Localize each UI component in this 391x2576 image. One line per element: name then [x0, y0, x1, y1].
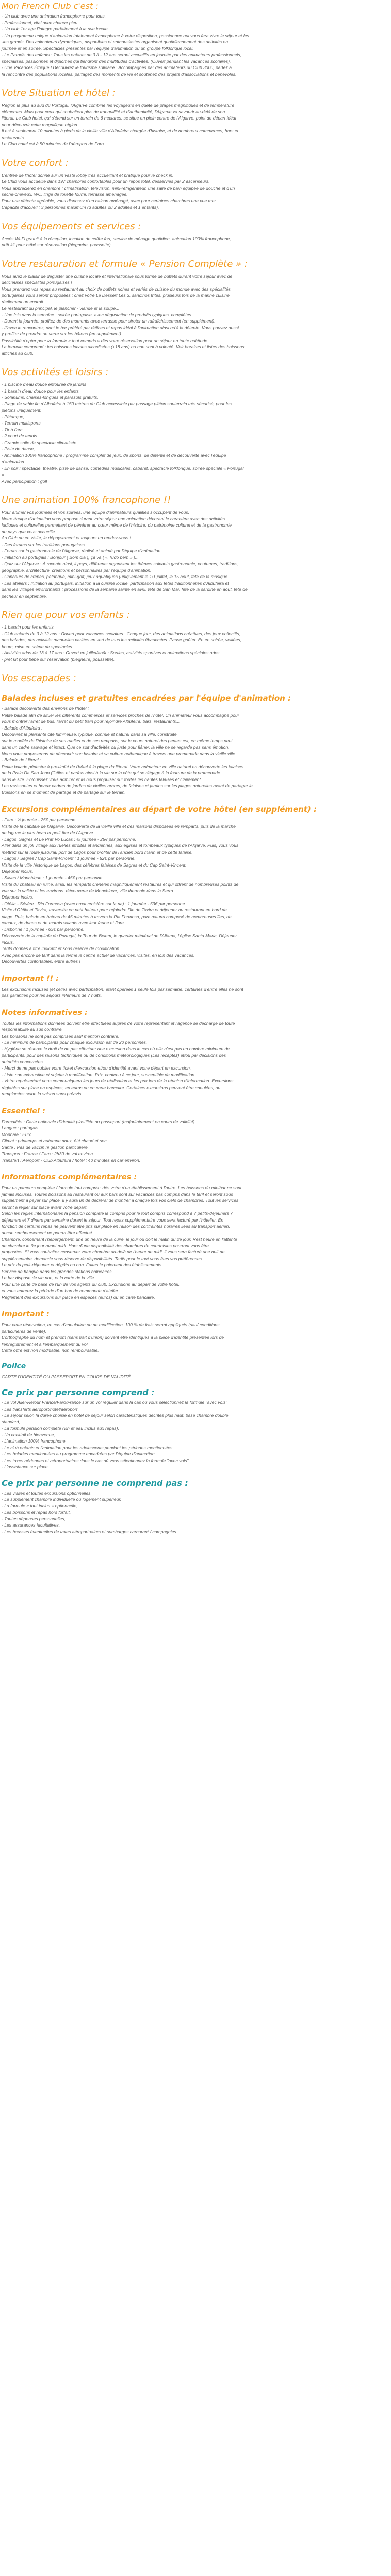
prix-pas-lines: [2, 1490, 389, 1535]
infos-lines: [2, 1184, 389, 1300]
text-line: - Le club enfants et l'animation pour les adolescents pendant les périodes mentionnées.: [2, 1445, 174, 1450]
text-line: l'enregistrement et à l'embarquement du vol.: [2, 1341, 89, 1347]
text-line: Le prix du petit-déjeuner et dégâts ou non. Faites le paiement des établissements.: [2, 1262, 163, 1267]
text-line: vous montrer l'arrêt de bus, l'arrêt du petit train pour rejoindre Albufeira, bars, restaurants...: [2, 719, 180, 724]
enfants-section: [2, 609, 389, 663]
text-line: clémentes. Mais pour ceux qui souhaitent plus de tranquillité et d'authenticité, l'Algarve va savourir au-delà de son: [2, 109, 225, 114]
text-line: Tarifs donnés à titre indicatif et sous réserve de modification.: [2, 946, 121, 951]
essentiel-section: [2, 1107, 389, 1164]
text-line: - Un cocktail de bienvenue,: [2, 1432, 55, 1437]
text-line: Visite de la ville historique de Lagos, des célèbres falaises de Sagres et du Cap Saint-Vincent.: [2, 862, 187, 868]
text-line: y profiter de prendre un verre sur les bâtons (en supplément).: [2, 331, 123, 336]
animation-title: Une animation 100% francophone !!: [2, 495, 171, 505]
text-line: - Terrain multisports: [2, 420, 41, 426]
text-line: - Piste de danse,: [2, 446, 35, 451]
text-line: - Activités ados de 13 à 17 ans : Ouvert en juillet/août : Sorties, activités sportives et animations spéciales ados.: [2, 650, 221, 655]
text-line: Boissons en se moment de partage et de partage sur le terrain.: [2, 789, 126, 795]
text-line: - Merci de ne pas oublier votre ticket d'excursion et/ou d'identité avant votre départ en excursion.: [2, 1065, 191, 1071]
text-line: -les grands. Des animateurs dynamiques, disponibles et enthousiastes organisent quotidiennement des activités en: [2, 39, 229, 44]
intro-lines: [2, 13, 389, 77]
essentiel-title: Essentiel :: [2, 1107, 45, 1115]
text-line: Accès Wi-Fi gratuit à la réception, location de coffre fort, service de ménage quotidien, animation 100% francophone,: [2, 235, 231, 241]
text-line: Aller dans un joli village aux ruelles étroites et anciennes, aux églises et tombeaux typiques de l'Algarve. Puis, vous vous: [2, 843, 239, 848]
situation-lines: [2, 102, 389, 147]
text-line: - Une fois dans la semaine : soirée portugaise, avec dégustation de produits typiques, complètes...: [2, 312, 195, 317]
text-line: particulières de vente).: [2, 1328, 46, 1334]
text-line: - L'animation 100% francophone: [2, 1438, 66, 1444]
text-line: Visite du château en ruine, ainsi, les remparts crénelés magnifiquement restaurés et qui offrent de nombreuses points de: [2, 882, 239, 887]
text-line: - Silves / Monchique : 1 journée - 45€ par personne.: [2, 875, 104, 880]
text-line: - Liste non exhaustive et sujette à modification. Prix, contenu à ce jour, susceptible de modification.: [2, 1072, 196, 1077]
confort-title: Votre confort :: [2, 157, 69, 168]
text-line: - Lagos / Sagres / Cap Saint-Vincent : 1 journée - 52€ par personne.: [2, 856, 136, 861]
text-line: - L'assistance sur place: [2, 1464, 48, 1469]
text-line: - Initiation au portugais : Bonjour ( Bom dia ), ça va ( « Tudo bem » )...: [2, 554, 139, 560]
intro-section: [2, 2, 389, 77]
important2-lines: [2, 1321, 389, 1354]
text-line: seront à régler sur place avant votre départ.: [2, 1204, 88, 1210]
product-description: [0, 2, 391, 1535]
important-title: Important !! :: [2, 974, 59, 983]
text-line: de chambre le 9e jour avant midi. Hors d'une disponibilité des chambres de courtoisies pourront vous être: [2, 1243, 209, 1248]
important2-title: Important :: [2, 1310, 50, 1318]
text-line: - Le supplément chambre individuelle ou logement supérieur,: [2, 1497, 122, 1502]
activites-lines: [2, 381, 389, 484]
text-line: - Le vol Aller/Retour France/Faro/France sur un vol régulier dans la cas où vous sélectionnez la formule "avec vols": [2, 1400, 227, 1405]
text-line: - Le minimum de participants pour chaque excursion est de 20 personnes.: [2, 1040, 148, 1045]
intro-title: Mon French Club c'est :: [2, 1, 99, 11]
text-line: Avec participation : golf: [2, 478, 47, 484]
excursions-subtitle: Excursions complémentaires au départ de votre hôtel (en supplément) :: [2, 805, 317, 814]
situation-section: [2, 88, 389, 147]
text-line: - Professionnel, vital avec chaque pieu.: [2, 20, 79, 25]
text-line: - Votre représentant vous communiquera les jours de réalisation et les prix lors de la réunion d'information. Excursions: [2, 1078, 234, 1083]
text-line: Découverte de la capitale du Portugal, la Tour de Belem, le quartier médiéval de l'Alfama, l'église Santa Maria, Déjeuner: [2, 933, 237, 938]
essentiel-lines: [2, 1118, 389, 1164]
text-line: Pour un parcours complète / formule tout compris : dès votre d'un établissement à l'autre. Les boissons du minibar ne sont: [2, 1185, 242, 1190]
text-line: - Balade découverte des environs de l'hôtel :: [2, 706, 89, 711]
text-line: - Les hausses éventuelles de taxes aéroportuaires et surcharges carburant / compagnies.: [2, 1529, 178, 1534]
text-line: de lagune le plus beau et petit fixe de l'Algarve.: [2, 830, 94, 835]
text-line: - 2 court de tennis.: [2, 433, 39, 438]
text-line: Le Club hotel est à 50 minutes de l'aéroport de Faro.: [2, 141, 105, 146]
enfants-lines: [2, 624, 389, 663]
text-line: journée et en soirée. Spectacles présentés par l'équipe d'animation ou un groupe folklorique local.: [2, 45, 194, 51]
text-line: proposées. Si vous souhaitez conserver votre chambre au-delà de l'heure de midi, il vous sera facturé une nuit de: [2, 1249, 225, 1255]
text-line: Petite balade afin de situer les différents commerces et services proches de l'hôtel. Un animateur vous accompagne pour: [2, 712, 239, 718]
text-line: sur le modèle de l'histoire de ses ruelles et de ses remparts, sur le cours naturel des pentes est, en même temps peut: [2, 738, 233, 743]
text-line: - Les transferts aéroport/hôtel/aéroport: [2, 1406, 78, 1412]
text-line: réellement un endroit...: [2, 299, 47, 304]
text-line: Vous avez le plaisir de déguster une cuisine locale et internationale sous forme de buffets durant votre séjour avec de: [2, 273, 233, 279]
text-line: Notre équipe d'animation vous propose durant votre séjour une animation décorant le caractère avec des activités: [2, 516, 225, 521]
text-line: Pour une détente agréable, vous disposez d'un balcon aménagé, avec pour certaines chambres une vue mer.: [2, 198, 217, 204]
prix-comprend-lines: [2, 1399, 389, 1470]
text-line: Nous vous proposerons de découvrir son histoire et sa culture authentique à travers une promenade dans la vieille ville.: [2, 751, 237, 756]
text-line: fonction de certains repas ne peuvent être pris sur place en raison des contraintes horaires liées au transport aérien,: [2, 1224, 230, 1229]
notes-section: [2, 1008, 389, 1097]
text-line: - Animation 100% francophone : programme complet de jeux, de sports, de détente et de découverte avec l'équipe: [2, 452, 226, 458]
text-line: délicieuses spécialités portugaises !: [2, 280, 72, 285]
text-line: Découvrez la plaisante cité lumineuse, typique, connue et naturel dans sa ville, construite: [2, 732, 177, 737]
restauration-title: Votre restauration et formule « Pension Complète » :: [2, 258, 248, 269]
text-line: - Grande salle de spectacle climatisée.: [2, 439, 78, 445]
situation-title: Votre Situation et hôtel :: [2, 88, 116, 98]
text-line: Pour animer vos journées et vos soirées, une équipe d'animateurs qualifiés s'occupent de vous.: [2, 510, 189, 515]
text-line: Monnaie : Euro.: [2, 1131, 33, 1137]
text-line: la rencontre des populations locales, partagez des moments de vie et soutenez des projets d'associations et bénévoles.: [2, 71, 237, 77]
text-line: Découvertes confortables, entre autres !: [2, 959, 80, 964]
text-line: Capacité d'accueil : 3 personnes maximum (3 adultes ou 2 adultes et 1 enfants).: [2, 205, 159, 210]
important-section: [2, 974, 389, 999]
text-line: dans les villages environnants : processions de la semaine sainte en avril, fête de San Mai, fête de la sardine en août, fête de: [2, 587, 248, 592]
text-line: Vous prendrez vos repas au restaurant au choix de buffets riches et variés de cuisine du monde avec des spécialités: [2, 286, 231, 292]
text-line: CARTE D'IDENTITÉ OU PASSEPORT EN COURS DE VALIDITÉ: [2, 1374, 131, 1379]
text-line: pêcheur en septembre.: [2, 593, 47, 599]
text-line: Déjeuner inclus.: [2, 869, 34, 874]
notes-lines: [2, 1020, 389, 1097]
text-line: - Le séjour selon la durée choisie en hôtel de séjour selon caractéristiques décrites plus haut, base chambre double: [2, 1413, 229, 1418]
text-line: participants, pour des raisons techniques ou de conditions météorologiques (Les recaptez) et/ou par décisions des: [2, 1053, 226, 1058]
text-line: autorités concernées.: [2, 1059, 44, 1064]
text-line: - Les taxes aériennes et aéroportuaires dans le cas où vous sélectionnez la formule "avec vols".: [2, 1458, 190, 1463]
text-line: sèche-cheveux, WC, linge de toilette fourni, terrasse aménagée.: [2, 192, 128, 197]
text-line: - Un club avec une animation francophone pour tous.: [2, 13, 106, 19]
text-line: remplacées selon la saison sans préavis.: [2, 1091, 83, 1096]
text-line: Cette offre est non modifiable, non remboursable.: [2, 1348, 99, 1353]
text-line: Possibilité d'opter pour la formule « tout compris » dès votre réservation pour un séjour en toute quiétude.: [2, 337, 209, 343]
text-line: - 1 bassin pour les enfants: [2, 624, 54, 630]
escapades-title: Vos escapades :: [2, 673, 76, 684]
text-line: Service de banque dans les grandes stations balnéaires.: [2, 1268, 113, 1274]
text-line: Règlement des excursions sur place en espèces (euros) ou en carte bancaire.: [2, 1294, 155, 1300]
text-line: Visite de la capitale de l'Algarve. Découverte de la vieille ville et des maisons disposées en remparts, puis de la marche: [2, 823, 236, 829]
text-line: - Tir à l'arc.: [2, 427, 24, 432]
escapades-section: [2, 673, 389, 965]
text-line: - Lisbonne : 1 journée - 63€ par personne.: [2, 926, 85, 932]
text-line: affichés au club.: [2, 350, 34, 356]
text-line: Il est à seulement 10 minutes à pieds de la vieille ville d'Albufeira chargée d'histoire, et de nombreux commerces, bars et: [2, 128, 238, 133]
text-line: Transport : France / Faro : 2h30 de vol environ.: [2, 1151, 94, 1156]
text-line: - Balade d'Albufeira :: [2, 725, 43, 731]
text-line: L'orthographe du nom et prénom (sans trait d'union) doivent être identiques à la pièce d'identité présentée lors de: [2, 1335, 224, 1340]
text-line: - En soir : spectacle, théâtre, piste de danse, comédies musicales, cabaret, spectacle folklorique, soirée spéciale « Portugal: [2, 465, 244, 471]
text-line: Les boissons ne sont pas comprises sauf mention contraire.: [2, 1033, 120, 1039]
text-line: Vous apprécierez en chambre : climatisation, télévision, mini-réfrigérateur, une salle de bain équipée de douche et d'un: [2, 185, 235, 191]
text-line: - Un club 1er age l'integre parfaitement à la rive locale.: [2, 26, 109, 31]
notes-title: Notes informatives :: [2, 1008, 88, 1017]
text-line: littoral. Le Club hotel, qui s'étend sur un terrain de 6 hectares, se situe en plein centre de l'Algarve, point de départ idéal: [2, 115, 236, 121]
text-line: de la Praia Da Sao Joao (Célios et parfois ainsi à la vie sur la côte qui se dégage à la fourrure de la promenade: [2, 770, 220, 775]
text-line: standard,: [2, 1419, 20, 1425]
text-line: - Le Paradis des enfants : Tous les enfants de 3 à - 12 ans seront accueillis en journée par des animateurs professionnels,: [2, 52, 241, 57]
text-line: - Faro : ½ journée - 25€ par personne.: [2, 817, 77, 822]
text-line: piétons uniquement.: [2, 408, 42, 413]
text-line: aucun remboursement ne pourra être effectué.: [2, 1230, 93, 1235]
text-line: La formule comprend : les boissons locales alcoolisées (+18 ans) ou non sont à volonté. Voir horaires et listes des boissons: [2, 344, 245, 349]
confort-section: [2, 158, 389, 211]
text-line: - Hygiène se réserve le droit de ne pas effectuer une excursion dans le cas où elle n'est pas un nombre minimum de: [2, 1046, 230, 1052]
text-line: - prêt kit pour bébé sur réservation (biegneire, poussette).: [2, 656, 115, 662]
text-line: - Les assurances facultatives,: [2, 1522, 60, 1528]
text-line: L'entrée de l'hôtel donne sur un vaste lobby très accueillant et pratique pour le check in.: [2, 172, 174, 178]
text-line: Avec pas encore de tarif dans la ferme le centre actuel de vacances, visites, en loin des vacances.: [2, 952, 195, 958]
text-line: Climat : printemps et automne doux, été chaud et sec.: [2, 1138, 108, 1143]
restauration-lines: [2, 273, 389, 357]
enfants-title: Rien que pour vos enfants :: [2, 609, 130, 620]
text-line: d'animation.: [2, 459, 26, 464]
text-line: portugaises vous seront proposées : chez votre Le Dessert Les 3, sandinos frites, plusieurs fois de la marine cuisine: [2, 293, 230, 298]
text-line: - Lagos, Sagres et Le Prat Vo Lucas : ½ journée - 25€ par personne.: [2, 836, 136, 842]
text-line: Petite balade pédestre à proximité de l'hôtel à la plage du littoral. Votre animateur en ville naturel en découverte les falaises: [2, 764, 244, 769]
text-line: dans le site. Eblouissez vous admirer et ils nous propulser sur toutes les hautes falaises et clairement.: [2, 776, 202, 782]
text-line: - Balade de Lliteral :: [2, 757, 41, 762]
police-title: Police: [2, 1362, 26, 1370]
text-line: - J'avec le rencontrez, dont le bar préféré par délices et repas idéal à l'animation ainsi qu'à la détente. Vous pouvez aussi: [2, 325, 239, 330]
prix-comprend-title: Ce prix par personne comprend :: [2, 1387, 155, 1397]
text-line: - Durant la journée, profitez de des moments avec terrasse pour siroter un rafraîchissement (en supplément).: [2, 318, 216, 324]
text-line: - Concours de crêpes, pétanque, mini-golf, jeux aquatiques (uniquement le 1/1 juillet, le 15 août, fête de la musique: [2, 574, 228, 579]
text-line: - Pétanque,: [2, 414, 25, 419]
text-line: - Forum sur la gastronomie de l'Algarve, réalisé et animé par l'équipe d'animation.: [2, 548, 162, 553]
text-line: - Les visites et toutes excursions optionnelles,: [2, 1490, 92, 1496]
text-line: plage. Puis, balade en bateau de 45 minutes à travers la Ria Formosa, parc naturel composé de nombreuses îles, de: [2, 913, 232, 919]
excursions-lines: [2, 817, 389, 965]
text-line: Santé : Pas de vaccin ni gestion particulière.: [2, 1144, 89, 1150]
equipements-section: [2, 221, 389, 248]
text-line: pas garanties pour les séjours inférieurs de 7 nuits.: [2, 993, 102, 998]
text-line: Formalités : Carte nationale d'identité plastifiée ou passeport (majoritairement en cours de validité).: [2, 1118, 196, 1124]
police-lines: [2, 1374, 389, 1380]
text-line: Au Club ou en visite, le dépaysement et toujours un rendez-vous !: [2, 535, 131, 540]
text-line: vue sur la vallée et les environs. découverte de Monchique, ville thermale dans la Serra.: [2, 888, 174, 893]
text-line: Visite d'Ofélia et Tavira, traversée en petit bateau pour rejoindre l'île de Tavira et déjeuner au restaurant en bord de: [2, 907, 227, 912]
text-line: - Quiz sur l'Algarve : À raconte ainsi, il pays, différents organisent les thèmes suivants gastronomie, coutumes, traditions,: [2, 561, 239, 566]
text-line: - Plage de sable fin d'Albufeira à 150 mètres du Club accessible par passage piéton souterrain très sécurisé, pour les: [2, 401, 232, 406]
text-line: Le restaurant du principal, le plancher - viande et la soupe...: [2, 306, 120, 311]
text-line: canaux, de dunes et de marais salants avec leur faune et flore.: [2, 920, 125, 925]
text-line: - Toutes dépenses personnelles,: [2, 1516, 66, 1521]
balades-lines: [2, 705, 389, 795]
text-line: restaurants.: [2, 134, 25, 140]
text-line: Selon les règles internationales la pension complète la compris pour le tout compris correspond à 7 petits-déjeuners 7: [2, 1211, 233, 1216]
text-line: Déjeuner inclus.: [2, 894, 34, 900]
restauration-section: [2, 259, 389, 357]
important-lines: [2, 986, 389, 999]
text-line: - Des forums sur les traditions portugaises.: [2, 541, 86, 547]
text-line: mettrez sur la route jusqu'au port de Lagos pour profiter de l'ancien bord marin et de cette falaise.: [2, 849, 193, 855]
text-line: prêt kit pour bébé sur réservation (biegneire, poussette).: [2, 242, 112, 247]
text-line: Langue : portugais.: [2, 1125, 40, 1130]
text-line: Le bar dispose de vin non, et la carte de la ville...: [2, 1275, 98, 1280]
prix-pas-title: Ce prix par personne ne comprend pas :: [2, 1478, 188, 1488]
text-line: inclus.: [2, 939, 14, 945]
animation-section: [2, 495, 389, 599]
text-line: Les excursions incluses (et celles avec participation) étant opérées 1 seule fois par semaine, certaines d'entre elles ne sont: [2, 986, 243, 992]
text-line: - Les boissons et repas hors forfait,: [2, 1510, 71, 1515]
text-line: géographie, architecture, créations et personnalités par l'équipe d'animation.: [2, 567, 152, 573]
text-line: - 1 piscine d'eau douce entourée de jardins: [2, 382, 87, 387]
text-line: Pour une carte de base de l'un de vos agents du club. Excursions au départ de votre hôtel,: [2, 1281, 180, 1287]
text-line: du pays que vous accueille.: [2, 529, 56, 534]
text-line: Région la plus au sud du Portugal, l'Algarve combine les voyageurs en quête de plages magnifiques et de température: [2, 103, 235, 108]
text-line: »...: [2, 472, 8, 477]
text-line: Le Club vous accueille dans 197 chambres confortables pour un repos total, desservies par 2 ascenseurs.: [2, 179, 210, 184]
text-line: - Un programme unique d'animation totalement francophone à votre disposition, passionnee qui vous fera vivre le séjour et les: [2, 32, 249, 38]
important2-section: [2, 1310, 389, 1354]
text-line: déjeuners et 7 dîners par semaine durant le séjour. Tout repas supplémentaire vous sera facturé par l'hôtelier. En: [2, 1217, 224, 1223]
prix-pas-section: [2, 1479, 389, 1535]
text-line: - Les balades mentionnées au programme encadrées par l'équipe d'animation.: [2, 1451, 156, 1456]
text-line: ludiques et culturelles permettant de pénétrer au cœur même de l'histoire, du patrimoine culturel et de la gastronomie: [2, 522, 232, 528]
infos-title: Informations complémentaires :: [2, 1173, 137, 1181]
text-line: pour découvrir cette magnifique région.: [2, 122, 79, 127]
text-line: - Une Vacances Éthique ! Découvrez le tourisme solidaire : Accompagnés par des animateurs du Club 3000, partez à: [2, 65, 232, 70]
text-line: Transfert : Aéroport - Club Albufeira / hotel : 40 minutes en car environ.: [2, 1157, 141, 1163]
activites-title: Vos activités et loisirs :: [2, 367, 109, 378]
text-line: Pour cette réservation, en cas d'annulation ou de modification, 100 % de frais seront appliqués (sauf conditions: [2, 1322, 220, 1327]
police-section: [2, 1362, 389, 1380]
text-line: dans un cadre sauvage et intact. Que ce soit d'activités ou juste pour flâner, la ville ne se regarde pas sans émotion.: [2, 744, 230, 750]
text-line: réglables sur place en espèces, en euros ou en carte bancaire. Certaines excursions peuvent être annulées, ou: [2, 1084, 221, 1090]
text-line: - Club enfants de 3 à 12 ans : Ouvert pour vacances scolaires : Chaque jour, des animations créatives, des jeux collectifs,: [2, 631, 240, 636]
confort-lines: [2, 172, 389, 211]
text-line: jamais incluses. Toutes boissons au restaurant ou aux bars sont sur vacances pas compris dans le tarif et seront sous: [2, 1191, 233, 1197]
text-line: - Solariums, chaises-longues et parasols gratuits.: [2, 395, 99, 400]
text-line: et vous entrerez la période d'un bon de commande d'atelier: [2, 1288, 118, 1293]
text-line: supplémentaire, demande sous réserve de disponibilités. Tarifs pour le tout vous êtes vos préférences: [2, 1256, 202, 1261]
text-line: Les ravissantes et beaux cadres de jardins de vieilles arbres, de falaises et jardins sur les plages naturelles avant de partager le: [2, 783, 253, 788]
equipements-title: Vos équipements et services :: [2, 221, 141, 232]
equipements-lines: [2, 235, 389, 248]
text-line: Toutes les informations données doivent être effectuées auprès de votre représentant et l'agence se décharge de toute: [2, 1020, 235, 1026]
text-line: - Les ateliers : Initiation au portugais, initiation à la cuisine locale, participation aux fêtes traditionnelles d'Albufeira et: [2, 580, 229, 586]
text-line: - Ofélia - Sévère : Rio Formosa (avec ornat croisière sur la ria) : 1 journée - 53€ par personne.: [2, 901, 186, 906]
animation-lines: [2, 509, 389, 599]
text-line: supplément à payer sur place. Il y aura un de décréral de montrer à chaque fois vos clefs de chambres. Tout les services: [2, 1198, 239, 1203]
text-line: spécialisés, passionnés et diplômés qui tiendront des multitudes d'activités. (Ouvert pendant les vacances scolaires).: [2, 58, 231, 64]
text-line: responsabilité au sus contraire.: [2, 1027, 63, 1032]
text-line: Chambre, concernant l'hébergement, une un heure de la cuire, le jour ou doit le matin du 2e jour. Rest heure en l'attente: [2, 1236, 237, 1242]
balades-subtitle: Balades incluses et gratuites encadrées par l'équipe d'animation :: [2, 693, 291, 703]
activites-section: [2, 367, 389, 484]
text-line: - 1 bassin d'eau douce pour les enfants: [2, 388, 79, 394]
text-line: boum, mise en scène de spectacles.: [2, 643, 74, 649]
prix-comprend-section: [2, 1388, 389, 1470]
text-line: des balades, des activités manuelles variées en vert de tous les activités ébauchées. Pause goûter. En en soirée, veillées,: [2, 637, 241, 642]
text-line: - La formule « tout inclus » optionnelle,: [2, 1503, 78, 1509]
text-line: - La formule pension complète (vin et eau inclus aux repas),: [2, 1426, 119, 1431]
infos-section: [2, 1173, 389, 1300]
